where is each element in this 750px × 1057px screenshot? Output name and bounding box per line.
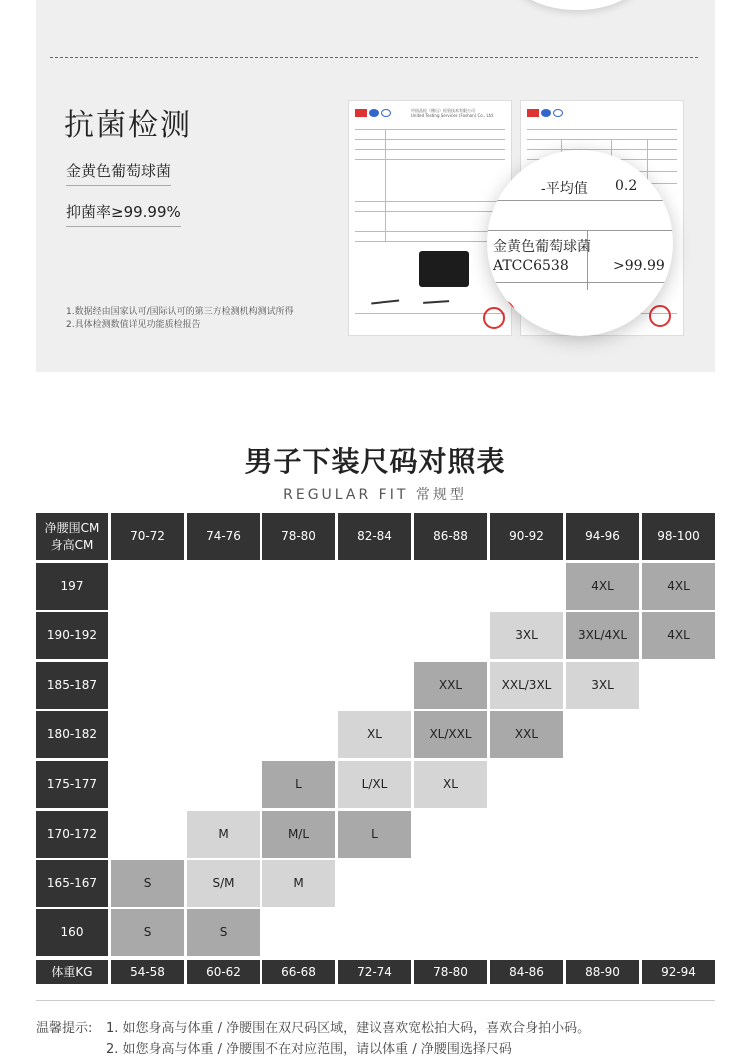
waist-axis-label: 净腰围CM [44, 520, 100, 535]
magnifier-avg-value: 0.2 [615, 178, 638, 194]
height-header-1: 190-192 [36, 612, 108, 659]
tip-line-1: 1. 如您身高与体重 / 净腰围在双尺码区域，建议喜欢宽松拍大码，喜欢合身拍小码。 [106, 1021, 591, 1036]
height-axis-label: 身高CM [50, 537, 94, 552]
size-cell: XL/XXL [414, 711, 487, 758]
note-1: 1.数据经由国家认可/国际认可的第三方检测机构测试所得 [66, 307, 294, 317]
size-cell: XXL [414, 662, 487, 709]
weight-cell-1: 60-62 [187, 960, 260, 984]
size-cell: XL [414, 761, 487, 808]
fabric-sample-image [419, 251, 469, 287]
weight-axis-label: 体重KG [36, 960, 108, 984]
size-cell: 4XL [642, 563, 715, 610]
height-header-4: 175-177 [36, 761, 108, 808]
size-cell: 3XL [490, 612, 563, 659]
magnifier-bacteria: 金黄色葡萄球菌 [493, 239, 591, 255]
magnifier-strain: ATCC6538 [493, 258, 569, 274]
waist-header-6: 94-96 [566, 513, 639, 560]
size-cell: 3XL/4XL [566, 612, 639, 659]
weight-cell-3: 72-74 [338, 960, 411, 984]
waist-header-7: 98-100 [642, 513, 715, 560]
tips-label: 温馨提示: [36, 1021, 93, 1036]
size-chart-subtitle: REGULAR FIT 常规型 [283, 487, 467, 503]
size-cell: M [187, 811, 260, 858]
waist-header-0: 70-72 [111, 513, 184, 560]
size-cell: XL [338, 711, 411, 758]
tip-line-2: 2. 如您身高与体重 / 净腰围不在对应范围，请以体重 / 净腰围选择尺码 [106, 1042, 512, 1057]
red-stamp [649, 305, 671, 327]
test-title: 抗菌检测 [64, 108, 192, 143]
size-cell: 4XL [642, 612, 715, 659]
weight-cell-2: 66-68 [262, 960, 335, 984]
size-cell: M [262, 860, 335, 907]
inhibition-rate: 抑菌率≥99.99% [66, 201, 181, 227]
bacteria-label: 金黄色葡萄球菌 [66, 160, 171, 186]
size-cell: XXL [490, 711, 563, 758]
test-notes [66, 306, 294, 332]
height-header-5: 170-172 [36, 811, 108, 858]
red-stamp [489, 300, 515, 326]
height-header-3: 180-182 [36, 711, 108, 758]
weight-cell-6: 88-90 [566, 960, 639, 984]
weight-cell-5: 84-86 [490, 960, 563, 984]
corner-header [36, 513, 108, 560]
size-cell: XXL/3XL [490, 662, 563, 709]
report-magnifier [487, 150, 673, 336]
size-cell: S [111, 909, 184, 956]
waist-header-3: 82-84 [338, 513, 411, 560]
height-header-2: 185-187 [36, 662, 108, 709]
test-report-page-1 [348, 100, 512, 336]
note-2: 2.具体检测数值详见功能质检报告 [66, 320, 201, 330]
waist-header-1: 74-76 [187, 513, 260, 560]
weight-cell-4: 78-80 [414, 960, 487, 984]
report-org-en: United Testing Services (Foshan) Co., Ltd. [411, 113, 495, 118]
size-cell: L [262, 761, 335, 808]
size-cell: S/M [187, 860, 260, 907]
size-cell: S [111, 860, 184, 907]
height-header-7: 160 [36, 909, 108, 956]
report-header [527, 107, 677, 121]
waist-header-2: 78-80 [262, 513, 335, 560]
weight-cell-0: 54-58 [111, 960, 184, 984]
size-cell: L/XL [338, 761, 411, 808]
signature [423, 296, 449, 304]
signature [371, 296, 399, 305]
report-org: 中国品检（佛山）检验技术有限公司 [411, 108, 475, 113]
magnifier-value: >99.99 [613, 258, 665, 274]
dashed-divider [50, 57, 698, 58]
weight-cell-7: 92-94 [642, 960, 715, 984]
waist-header-4: 86-88 [414, 513, 487, 560]
height-header-6: 165-167 [36, 860, 108, 907]
waist-header-5: 90-92 [490, 513, 563, 560]
height-header-0: 197 [36, 563, 108, 610]
tips-divider [36, 1000, 715, 1001]
size-chart-title: 男子下装尺码对照表 [244, 445, 506, 478]
size-cell: 3XL [566, 662, 639, 709]
report-header [355, 107, 505, 121]
size-cell: L [338, 811, 411, 858]
size-cell: S [187, 909, 260, 956]
magnifier-avg-label: -平均值 [541, 181, 588, 197]
size-cell: M/L [262, 811, 335, 858]
size-cell: 4XL [566, 563, 639, 610]
